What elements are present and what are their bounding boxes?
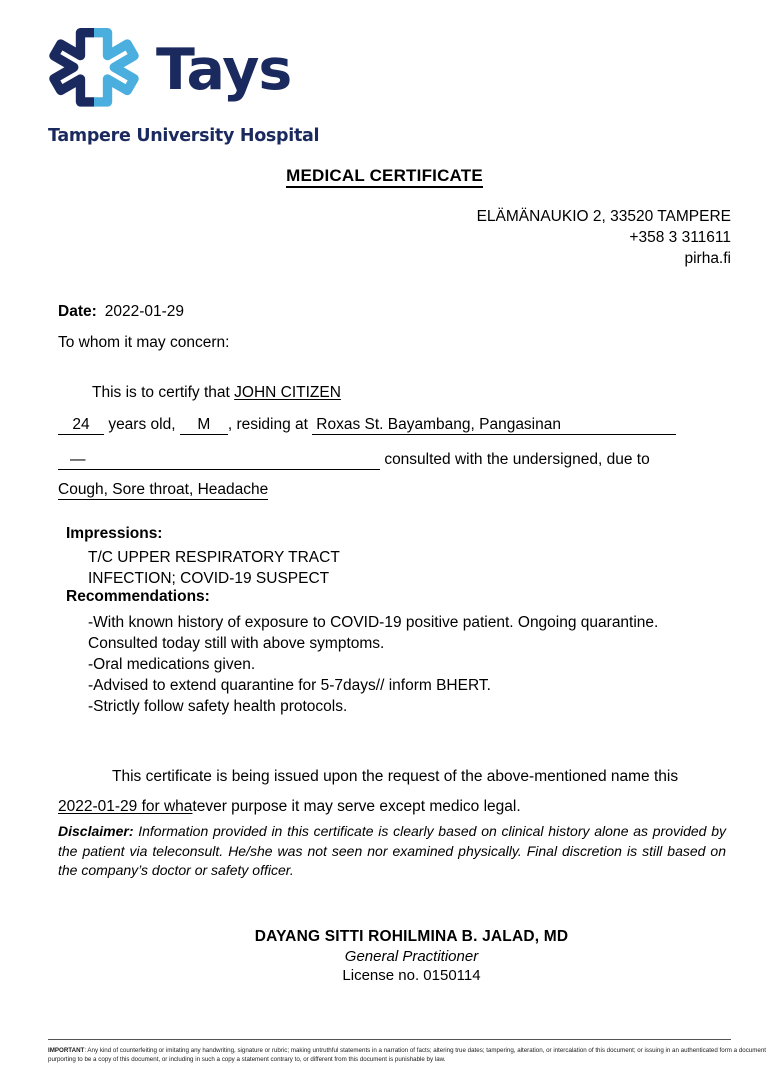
certify-line [58, 384, 718, 402]
hospital-address [477, 206, 731, 269]
recommendation-line: -Oral medications given. [88, 656, 256, 673]
logo-subtitle: Tampere University Hospital [48, 126, 320, 146]
residing-label: , residing at [227, 416, 308, 433]
logo-row [42, 16, 342, 120]
recommendation-line: -Strictly follow safety health protocols. [88, 698, 348, 715]
hospital-logo [42, 16, 342, 146]
address-line: ELÄMÄNAUKIO 2, 33520 TAMPERE [476, 208, 731, 225]
recommendations-body [88, 612, 658, 717]
symptoms-field: Cough, Sore throat, Headache [58, 481, 269, 498]
consulted-text: consulted with the undersigned, due to [384, 451, 650, 468]
impressions-body [88, 547, 340, 589]
issued-line-1: This certificate is being issued upon the request of the above-mentioned name this [112, 768, 679, 785]
patient-name: JOHN CITIZEN [234, 384, 341, 401]
date-value: 2022-01-29 [104, 303, 185, 320]
issued-statement [58, 762, 730, 822]
impression-line: T/C UPPER RESPIRATORY TRACT [88, 549, 340, 566]
impression-line: INFECTION; COVID-19 SUSPECT [88, 570, 330, 587]
residence-field: Roxas St. Bayambang, Pangasinan [312, 416, 676, 435]
footer-legal-note [48, 1046, 766, 1064]
doctor-name: DAYANG SITTI ROHILMINA B. JALAD, MD [254, 928, 569, 945]
empty-field: — [58, 451, 380, 470]
date-line [58, 303, 184, 321]
recommendations-heading: Recommendations: [66, 588, 210, 605]
consult-line [58, 451, 728, 470]
recommendation-line: Consulted today still with above symptoms. [88, 635, 385, 652]
star-of-life-icon [42, 16, 146, 120]
date-label: Date: [58, 303, 97, 320]
signature-block [0, 928, 769, 984]
symptoms-line [58, 481, 728, 500]
disclaimer [58, 822, 726, 881]
patient-details-line [58, 416, 728, 435]
impressions-heading: Impressions: [66, 525, 163, 542]
disclaimer-text: Information provided in this certificate is clearly based on clinical history alone as provided by the patient via teleconsult. He/she was not seen nor examined physically. Final discretion is still based on the company’s doctor or safety officer. [58, 823, 726, 878]
address-phone: +358 3 311611 [629, 229, 731, 246]
disclaimer-label: Disclaimer: [58, 823, 134, 839]
page-title-text: MEDICAL CERTIFICATE [286, 166, 483, 188]
age-label: years old, [108, 416, 176, 433]
sex-field: M [180, 416, 228, 435]
recommendation-line: -With known history of exposure to COVID-19 positive patient. Ongoing quarantine. [88, 614, 659, 631]
certify-prefix: This is to certify that [92, 384, 230, 401]
age-field: 24 [58, 416, 104, 435]
issued-date-field: 2022-01-29 for wha [58, 798, 193, 815]
issued-line-2-rest: tever purpose it may serve except medico legal. [192, 798, 521, 815]
address-website: pirha.fi [684, 250, 731, 267]
doctor-role: General Practitioner [344, 948, 479, 965]
footer-divider [48, 1039, 731, 1040]
logo-wordmark: Tays [156, 36, 292, 103]
footer-label: IMPORTANT [48, 1047, 85, 1054]
salutation: To whom it may concern: [58, 334, 230, 351]
page-title [0, 166, 769, 186]
doctor-license: License no. 0150114 [342, 967, 481, 984]
recommendation-line: -Advised to extend quarantine for 5-7days// inform BHERT. [88, 677, 491, 694]
footer-text: : Any kind of counterfeiting or imitating any handwriting, signature or rubric; making untruthful statements in a narration of facts; altering true dates; tampering, alteration, or intercalation of this document; or issuing in an authenticated form a document purporting to be a copy of this document, or including in such a copy a statement contrary to, or different from this document is punishable by law. [48, 1047, 766, 1063]
